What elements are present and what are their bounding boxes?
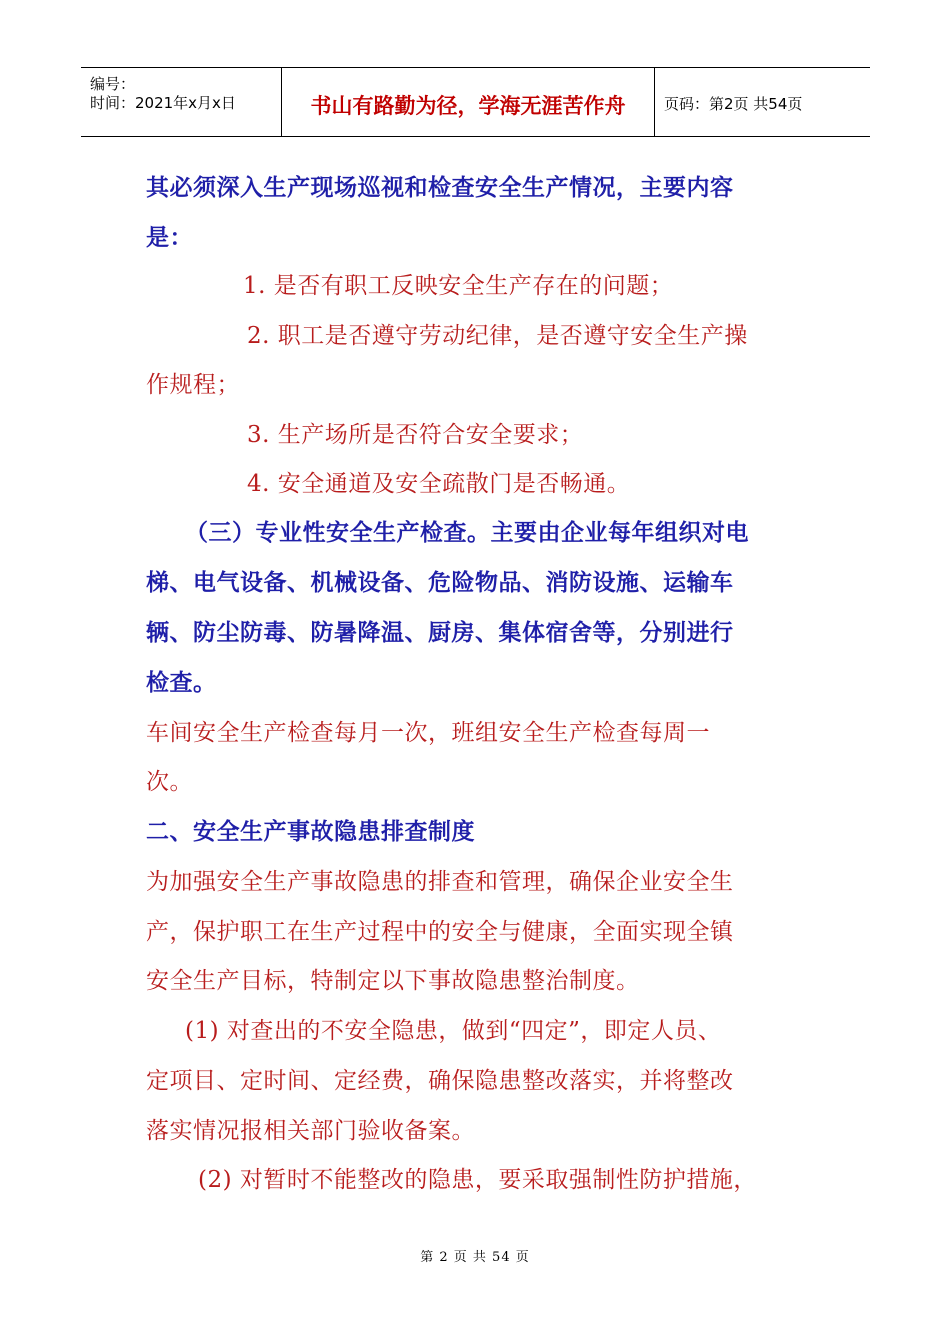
body-line: 安全生产目标，特制定以下事故隐患整治制度。 — [146, 968, 640, 994]
body-line: 梯、电气设备、机械设备、危险物品、消防设施、运输车 — [146, 570, 734, 596]
body-line: 落实情况报相关部门验收备案。 — [146, 1118, 475, 1144]
header-page-cell — [655, 68, 870, 136]
header-motto: 书山有路勤为径，学海无涯苦作舟 — [310, 94, 626, 118]
section-heading: （三）专业性安全生产检查。主要由企业每年组织对电 — [185, 520, 749, 546]
document-date: 时间：2021年x月x日 — [90, 94, 236, 112]
body-line: 辆、防尘防毒、防暑降温、厨房、集体宿舍等，分别进行 — [146, 620, 734, 646]
body-line: 是： — [146, 225, 193, 251]
header-page-number: 页码：第2页 共54页 — [664, 95, 803, 113]
section-heading: 二、安全生产事故隐患排查制度 — [146, 819, 475, 845]
page-header — [81, 67, 870, 137]
body-line: 检查。 — [146, 670, 217, 696]
header-motto-cell — [282, 68, 655, 136]
list-item: (1) 对查出的不安全隐患，做到“四定”，即定人员、 — [185, 1018, 722, 1044]
body-line: 定项目、定时间、定经费，确保隐患整改落实，并将整改 — [146, 1068, 734, 1094]
body-line: 车间安全生产检查每月一次，班组安全生产检查每周一 — [146, 720, 710, 746]
document-number: 编号： — [90, 75, 136, 93]
list-item: 1. 是否有职工反映安全生产存在的问题； — [243, 273, 674, 299]
list-item: 2. 职工是否遵守劳动纪律，是否遵守安全生产操 — [247, 323, 748, 349]
page-footer: 第 2 页 共 54 页 — [420, 1250, 530, 1265]
body-line: 次。 — [146, 769, 193, 795]
body-line: 其必须深入生产现场巡视和检查安全生产情况，主要内容 — [146, 175, 734, 201]
list-item: 3. 生产场所是否符合安全要求； — [247, 422, 584, 448]
header-meta-cell — [81, 68, 282, 136]
body-line: 为加强安全生产事故隐患的排查和管理，确保企业安全生 — [146, 869, 734, 895]
body-line: 产，保护职工在生产过程中的安全与健康，全面实现全镇 — [146, 919, 734, 945]
list-item: (2) 对暂时不能整改的隐患，要采取强制性防护措施， — [198, 1167, 757, 1193]
list-item: 4. 安全通道及安全疏散门是否畅通。 — [247, 471, 631, 497]
body-line: 作规程； — [146, 372, 240, 398]
